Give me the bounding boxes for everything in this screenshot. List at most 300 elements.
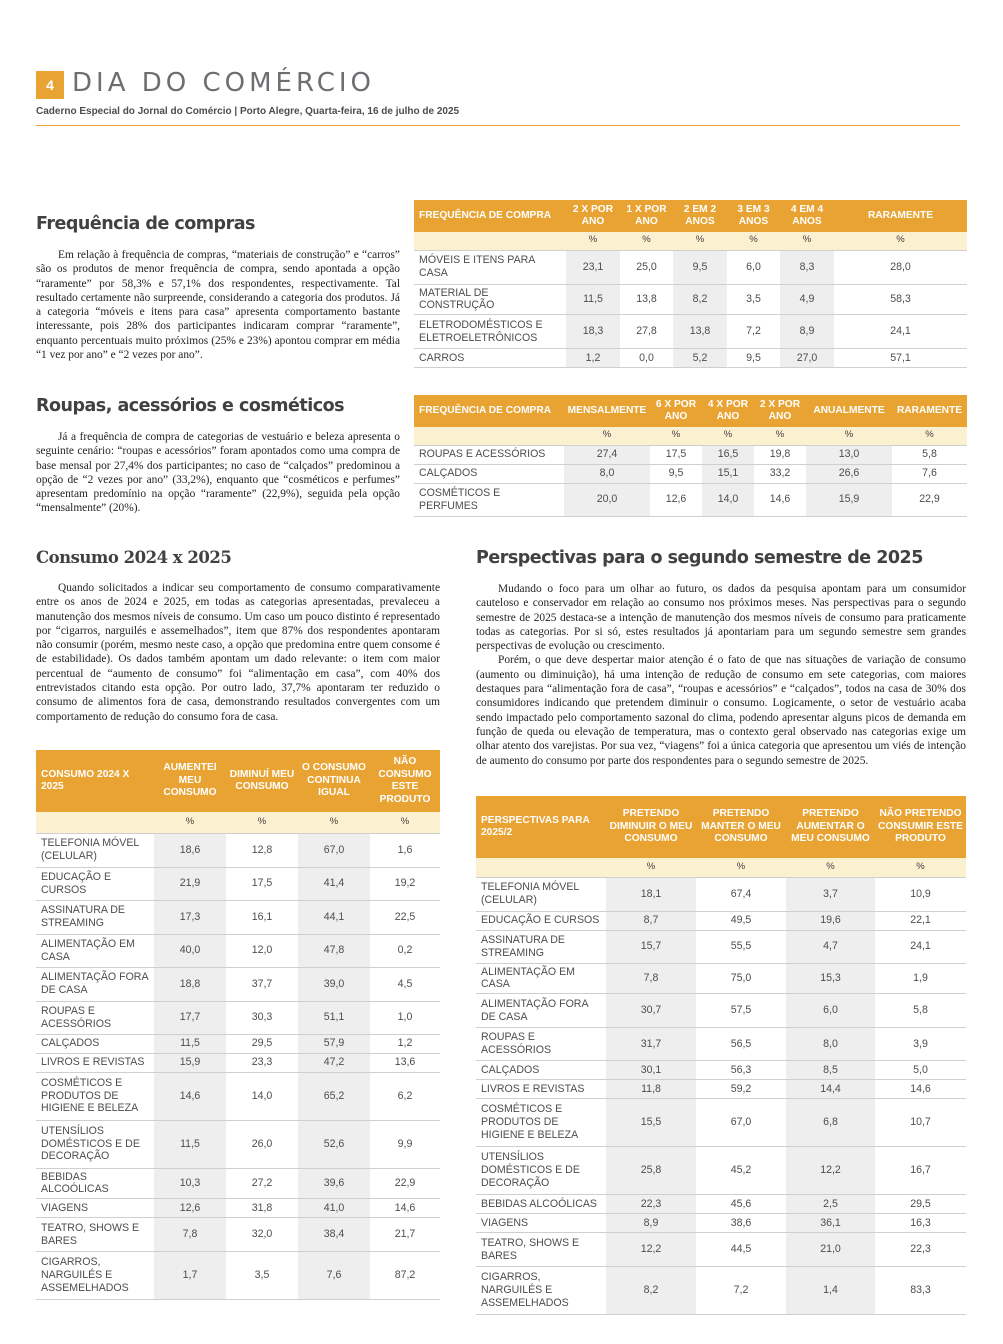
column-header: 6 X POR ANO xyxy=(650,395,702,427)
value-cell: 4,9 xyxy=(780,284,834,315)
value-cell: 12,2 xyxy=(786,1147,875,1195)
value-cell: 7,8 xyxy=(154,1218,226,1252)
value-cell: 59,2 xyxy=(696,1080,786,1099)
value-cell: 18,3 xyxy=(566,315,620,349)
value-cell: 15,5 xyxy=(606,1099,696,1147)
column-header: CONSUMO 2024 X 2025 xyxy=(36,750,154,812)
value-cell: 23,3 xyxy=(226,1053,298,1072)
column-header: PERSPECTIVAS PARA 2025/2 xyxy=(476,796,606,858)
column-header: 2 X POR ANO xyxy=(754,395,806,427)
row-label: CALÇADOS xyxy=(36,1034,154,1053)
value-cell: 22,5 xyxy=(370,900,440,934)
value-cell: 2,5 xyxy=(786,1195,875,1214)
value-cell: 6,2 xyxy=(370,1072,440,1120)
table-row xyxy=(476,1147,966,1195)
value-cell: 17,3 xyxy=(154,900,226,934)
table-perspectivas xyxy=(476,796,966,1315)
value-cell: 9,5 xyxy=(727,349,780,368)
value-cell: 57,1 xyxy=(834,349,967,368)
row-label: VIAGENS xyxy=(476,1214,606,1233)
value-cell: 29,5 xyxy=(875,1195,966,1214)
row-label: CIGARROS, NARGUILÉS E ASSEMELHADOS xyxy=(476,1267,606,1315)
column-header: 4 EM 4 ANOS xyxy=(780,200,834,232)
value-cell: 14,6 xyxy=(875,1080,966,1099)
table-row xyxy=(36,1199,440,1218)
table-roupas xyxy=(414,395,967,517)
row-label: ROUPAS E ACESSÓRIOS xyxy=(36,1001,154,1034)
table-row xyxy=(414,445,967,464)
table-row xyxy=(476,1099,966,1147)
paragraph: Quando solicitados a indicar seu comportamento de consumo comparativamente entre os anos de 2024 e 2025, em todas as categorias apresentadas, prevaleceu a manutenção dos mesmos níveis de consumo. Um caso um pouco distinto é representado por “cigarros, narguilés e assemelhados”, item que 87% dos respondentes apontaram não consumir (porém, mesmo neste caso, a opção que predomina entre quem consome é de estabilidade). Os dados também apontam um dado relevante: o item com maior percentual de “aumento de consumo” foi “alimentação em casa”, com 40% dos entrevistados citando esta opção. Por outro lado, 37,7% apontaram ter reduzido o consumo de alimentos fora de casa, demonstrando resultados convergentes com um comportamento de redução do consumo fora de casa. xyxy=(36,582,440,723)
row-label: CARROS xyxy=(414,349,566,368)
table-row xyxy=(476,963,966,994)
value-cell: 16,3 xyxy=(875,1214,966,1233)
value-cell: 14,0 xyxy=(702,483,754,516)
value-cell: 21,0 xyxy=(786,1233,875,1267)
value-cell: 15,1 xyxy=(702,464,754,483)
unit-cell: % xyxy=(892,427,967,445)
value-cell: 15,3 xyxy=(786,963,875,994)
column-header: PRETENDO DIMINUIR O MEU CONSUMO xyxy=(606,796,696,858)
value-cell: 16,1 xyxy=(226,900,298,934)
value-cell: 17,7 xyxy=(154,1001,226,1034)
section-title: Roupas, acessórios e cosméticos xyxy=(36,396,345,416)
value-cell: 6,0 xyxy=(727,250,780,284)
row-label: TELEFONIA MÓVEL (CELULAR) xyxy=(36,833,154,867)
value-cell: 1,2 xyxy=(566,349,620,368)
table-row xyxy=(476,930,966,963)
row-label: ROUPAS E ACESSÓRIOS xyxy=(476,1028,606,1061)
section-body xyxy=(36,430,400,516)
unit-cell: % xyxy=(727,232,780,250)
unit-cell: % xyxy=(370,812,440,833)
value-cell: 9,5 xyxy=(650,464,702,483)
value-cell: 12,6 xyxy=(154,1199,226,1218)
value-cell: 1,9 xyxy=(875,963,966,994)
table-header-row xyxy=(414,200,967,232)
table-row xyxy=(414,250,967,284)
table-row xyxy=(476,1028,966,1061)
unit-cell xyxy=(36,812,154,833)
value-cell: 36,1 xyxy=(786,1214,875,1233)
unit-cell: % xyxy=(786,858,875,877)
table-row xyxy=(414,464,967,483)
row-label: UTENSÍLIOS DOMÉSTICOS E DE DECORAÇÃO xyxy=(476,1147,606,1195)
value-cell: 7,2 xyxy=(727,315,780,349)
section-consumo xyxy=(36,548,440,724)
unit-cell: % xyxy=(620,232,673,250)
table-row xyxy=(36,934,440,967)
value-cell: 3,7 xyxy=(786,877,875,911)
value-cell: 33,2 xyxy=(754,464,806,483)
table-row xyxy=(36,1034,440,1053)
table-row xyxy=(476,911,966,930)
value-cell: 56,3 xyxy=(696,1061,786,1080)
value-cell: 83,3 xyxy=(875,1267,966,1315)
unit-cell: % xyxy=(696,858,786,877)
value-cell: 13,8 xyxy=(673,315,727,349)
value-cell: 3,5 xyxy=(727,284,780,315)
value-cell: 26,0 xyxy=(226,1120,298,1168)
table-row xyxy=(36,900,440,934)
unit-cell: % xyxy=(566,232,620,250)
row-label: TEATRO, SHOWS E BARES xyxy=(36,1218,154,1252)
table-row xyxy=(476,1233,966,1267)
row-label: LIVROS E REVISTAS xyxy=(476,1080,606,1099)
value-cell: 29,5 xyxy=(226,1034,298,1053)
value-cell: 3,9 xyxy=(875,1028,966,1061)
table-row xyxy=(476,1267,966,1315)
unit-cell: % xyxy=(650,427,702,445)
table-row xyxy=(476,1214,966,1233)
value-cell: 1,4 xyxy=(786,1267,875,1315)
value-cell: 30,1 xyxy=(606,1061,696,1080)
value-cell: 57,9 xyxy=(298,1034,370,1053)
value-cell: 15,9 xyxy=(154,1053,226,1072)
table-row xyxy=(36,1168,440,1199)
value-cell: 41,4 xyxy=(298,867,370,900)
unit-cell xyxy=(414,232,566,250)
value-cell: 18,6 xyxy=(154,833,226,867)
value-cell: 11,5 xyxy=(154,1034,226,1053)
column-header: FREQUÊNCIA DE COMPRA xyxy=(414,395,564,427)
section-body xyxy=(476,582,966,768)
value-cell: 1,6 xyxy=(370,833,440,867)
value-cell: 7,6 xyxy=(892,464,967,483)
value-cell: 10,7 xyxy=(875,1099,966,1147)
value-cell: 17,5 xyxy=(650,445,702,464)
page-title: DIA DO COMÉRCIO xyxy=(72,68,376,98)
value-cell: 7,2 xyxy=(696,1267,786,1315)
value-cell: 19,8 xyxy=(754,445,806,464)
column-header: RARAMENTE xyxy=(892,395,967,427)
section-title: Frequência de compras xyxy=(36,214,255,234)
value-cell: 18,8 xyxy=(154,967,226,1001)
value-cell: 14,6 xyxy=(370,1199,440,1218)
value-cell: 11,5 xyxy=(566,284,620,315)
header-divider xyxy=(36,125,960,126)
value-cell: 45,6 xyxy=(696,1195,786,1214)
value-cell: 7,6 xyxy=(298,1252,370,1300)
row-label: VIAGENS xyxy=(36,1199,154,1218)
value-cell: 44,1 xyxy=(298,900,370,934)
table-row xyxy=(476,1061,966,1080)
value-cell: 22,9 xyxy=(370,1168,440,1199)
value-cell: 0,0 xyxy=(620,349,673,368)
table-row xyxy=(36,967,440,1001)
value-cell: 8,2 xyxy=(673,284,727,315)
column-header: 2 X POR ANO xyxy=(566,200,620,232)
row-label: TELEFONIA MÓVEL (CELULAR) xyxy=(476,877,606,911)
row-label: ALIMENTAÇÃO FORA DE CASA xyxy=(476,994,606,1028)
row-label: EDUCAÇÃO E CURSOS xyxy=(476,911,606,930)
value-cell: 25,0 xyxy=(620,250,673,284)
value-cell: 14,4 xyxy=(786,1080,875,1099)
value-cell: 52,6 xyxy=(298,1120,370,1168)
value-cell: 11,5 xyxy=(154,1120,226,1168)
unit-cell xyxy=(476,858,606,877)
value-cell: 27,2 xyxy=(226,1168,298,1199)
value-cell: 31,8 xyxy=(226,1199,298,1218)
value-cell: 8,0 xyxy=(564,464,650,483)
value-cell: 0,2 xyxy=(370,934,440,967)
value-cell: 5,8 xyxy=(875,994,966,1028)
column-header: NÃO PRETENDO CONSUMIR ESTE PRODUTO xyxy=(875,796,966,858)
value-cell: 19,6 xyxy=(786,911,875,930)
row-label: MÓVEIS E ITENS PARA CASA xyxy=(414,250,566,284)
value-cell: 12,6 xyxy=(650,483,702,516)
unit-cell: % xyxy=(673,232,727,250)
value-cell: 12,2 xyxy=(606,1233,696,1267)
section-title: Perspectivas para o segundo semestre de 2025 xyxy=(476,548,923,568)
value-cell: 14,6 xyxy=(754,483,806,516)
table-header-row xyxy=(36,750,440,812)
value-cell: 67,0 xyxy=(696,1099,786,1147)
value-cell: 87,2 xyxy=(370,1252,440,1300)
value-cell: 45,2 xyxy=(696,1147,786,1195)
value-cell: 6,8 xyxy=(786,1099,875,1147)
unit-cell: % xyxy=(754,427,806,445)
table-frequencia xyxy=(414,200,967,368)
value-cell: 8,9 xyxy=(606,1214,696,1233)
value-cell: 13,6 xyxy=(370,1053,440,1072)
table-row xyxy=(476,1080,966,1099)
value-cell: 8,7 xyxy=(606,911,696,930)
value-cell: 27,4 xyxy=(564,445,650,464)
value-cell: 55,5 xyxy=(696,930,786,963)
unit-cell: % xyxy=(875,858,966,877)
column-header: FREQUÊNCIA DE COMPRA xyxy=(414,200,566,232)
column-header: ANUALMENTE xyxy=(806,395,892,427)
column-header: PRETENDO AUMENTAR O MEU CONSUMO xyxy=(786,796,875,858)
table-row xyxy=(414,483,967,516)
row-label: BEBIDAS ALCOÓLICAS xyxy=(36,1168,154,1199)
row-label: MATERIAL DE CONSTRUÇÃO xyxy=(414,284,566,315)
column-header: RARAMENTE xyxy=(834,200,967,232)
value-cell: 15,9 xyxy=(806,483,892,516)
value-cell: 12,0 xyxy=(226,934,298,967)
value-cell: 21,7 xyxy=(370,1218,440,1252)
table-row xyxy=(36,1072,440,1120)
value-cell: 22,3 xyxy=(875,1233,966,1267)
table-row xyxy=(36,1252,440,1300)
row-label: ROUPAS E ACESSÓRIOS xyxy=(414,445,564,464)
value-cell: 10,3 xyxy=(154,1168,226,1199)
value-cell: 31,7 xyxy=(606,1028,696,1061)
table-row xyxy=(36,1120,440,1168)
unit-cell xyxy=(414,427,564,445)
column-header: NÃO CONSUMO ESTE PRODUTO xyxy=(370,750,440,812)
column-header: AUMENTEI MEU CONSUMO xyxy=(154,750,226,812)
value-cell: 8,0 xyxy=(786,1028,875,1061)
value-cell: 6,0 xyxy=(786,994,875,1028)
value-cell: 8,3 xyxy=(780,250,834,284)
value-cell: 40,0 xyxy=(154,934,226,967)
value-cell: 22,9 xyxy=(892,483,967,516)
value-cell: 3,5 xyxy=(226,1252,298,1300)
value-cell: 7,8 xyxy=(606,963,696,994)
value-cell: 20,0 xyxy=(564,483,650,516)
row-label: LIVROS E REVISTAS xyxy=(36,1053,154,1072)
value-cell: 24,1 xyxy=(834,315,967,349)
table-row xyxy=(476,1195,966,1214)
value-cell: 30,3 xyxy=(226,1001,298,1034)
value-cell: 5,8 xyxy=(892,445,967,464)
row-label: CALÇADOS xyxy=(476,1061,606,1080)
column-header: MENSALMENTE xyxy=(564,395,650,427)
row-label: ALIMENTAÇÃO EM CASA xyxy=(36,934,154,967)
value-cell: 49,5 xyxy=(696,911,786,930)
unit-cell: % xyxy=(564,427,650,445)
table-header-row xyxy=(414,395,967,427)
section-body xyxy=(36,581,440,724)
value-cell: 14,6 xyxy=(154,1072,226,1120)
unit-cell: % xyxy=(226,812,298,833)
value-cell: 67,0 xyxy=(298,833,370,867)
column-header: 1 X POR ANO xyxy=(620,200,673,232)
paragraph: Porém, o que deve despertar maior atenção é o fato de que nas situações de variação de consumo (aumento ou diminuição), há uma intenção de redução de consumo em sete categorias, com maiores destaques para “alimentação fora de casa”, “roupas e acessórios” e “calçados”, todos na casa de 30% dos consumidores indicando que pretendem diminuir o consumo. Logicamente, o setor de vestuário acaba sendo impactado pelo comportamento sazonal do clima, podendo apresentar alguns picos de demanda em função de queda ou elevação de temperatura, mas o contexto geral observado nas categorias exige um olhar atento dos varejistas. Por sua vez, “viagens” foi a única categoria que apresentou um viés de intenção de aumento do consumo por parte dos respondentes para o segundo semestre de 2025. xyxy=(476,654,966,767)
value-cell: 13,8 xyxy=(620,284,673,315)
value-cell: 9,5 xyxy=(673,250,727,284)
unit-cell: % xyxy=(834,232,967,250)
unit-cell: % xyxy=(154,812,226,833)
value-cell: 18,1 xyxy=(606,877,696,911)
value-cell: 27,0 xyxy=(780,349,834,368)
section-perspectivas xyxy=(476,548,966,768)
value-cell: 19,2 xyxy=(370,867,440,900)
value-cell: 57,5 xyxy=(696,994,786,1028)
paragraph: Já a frequência de compra de categorias de vestuário e beleza apresenta o seguinte cenário: “roupas e acessórios” foram apontados como uma compra de base mensal por 27,4% dos participantes; no caso de “calçados” predominou a opção de “2 vezes por ano” (33,2%), enquanto que “cosméticos e perfumes” apresentam predomínio na opção “raramente” (22,9%), seguida pela opção “mensalmente” (20%). xyxy=(36,431,400,515)
value-cell: 47,2 xyxy=(298,1053,370,1072)
value-cell: 23,1 xyxy=(566,250,620,284)
unit-cell: % xyxy=(702,427,754,445)
units-row xyxy=(414,232,967,250)
value-cell: 27,8 xyxy=(620,315,673,349)
value-cell: 67,4 xyxy=(696,877,786,911)
row-label: COSMÉTICOS E PRODUTOS DE HIGIENE E BELEZA xyxy=(36,1072,154,1120)
table-consumo xyxy=(36,750,440,1300)
value-cell: 37,7 xyxy=(226,967,298,1001)
table-row xyxy=(36,833,440,867)
row-label: ALIMENTAÇÃO FORA DE CASA xyxy=(36,967,154,1001)
value-cell: 56,5 xyxy=(696,1028,786,1061)
value-cell: 47,8 xyxy=(298,934,370,967)
value-cell: 9,9 xyxy=(370,1120,440,1168)
value-cell: 21,9 xyxy=(154,867,226,900)
value-cell: 32,0 xyxy=(226,1218,298,1252)
row-label: COSMÉTICOS E PRODUTOS DE HIGIENE E BELEZA xyxy=(476,1099,606,1147)
paragraph: Em relação à frequência de compras, “materiais de construção” e “carros” são os produtos de menor frequência de compra, sendo apontada a opção “raramente” por 58,3% e 57,1% dos respondentes, respectivamente. Tal resultado certamente não surpreende, considerando a categoria dos produtos. Já a categoria “móveis e itens para casa” apresenta comportamento bastante interessante, pois 28% dos participantes indicaram comprar “raramente”, enquanto percentuais muito próximos (25% e 23%) apontou comprar em média “1 vez por ano” e “2 vezes por ano”. xyxy=(36,249,400,362)
value-cell: 16,7 xyxy=(875,1147,966,1195)
column-header: 2 EM 2 ANOS xyxy=(673,200,727,232)
column-header: PRETENDO MANTER O MEU CONSUMO xyxy=(696,796,786,858)
table-row xyxy=(476,877,966,911)
row-label: ASSINATURA DE STREAMING xyxy=(476,930,606,963)
value-cell: 8,2 xyxy=(606,1267,696,1315)
value-cell: 22,1 xyxy=(875,911,966,930)
value-cell: 28,0 xyxy=(834,250,967,284)
value-cell: 51,1 xyxy=(298,1001,370,1034)
value-cell: 22,3 xyxy=(606,1195,696,1214)
value-cell: 11,8 xyxy=(606,1080,696,1099)
value-cell: 15,7 xyxy=(606,930,696,963)
page-subtitle: Caderno Especial do Jornal do Comércio | Porto Alegre, Quarta-feira, 16 de julho de 2025 xyxy=(36,106,460,117)
value-cell: 30,7 xyxy=(606,994,696,1028)
unit-cell: % xyxy=(606,858,696,877)
value-cell: 24,1 xyxy=(875,930,966,963)
paragraph: Mudando o foco para um olhar ao futuro, os dados da pesquisa apontam para um consumidor cauteloso e conservador em relação ao consumo nos próximos meses. Nas perspectivas para o segundo semestre de 2025 destaca-se a intenção de manutenção dos mesmos níveis de consumo para praticamente todas as categorias. Por si só, estes resultados já apontariam para um segundo semestre sem grandes perspectivas de evolução ou crescimento. xyxy=(476,583,966,653)
row-label: BEBIDAS ALCOÓLICAS xyxy=(476,1195,606,1214)
row-label: CALÇADOS xyxy=(414,464,564,483)
table-row xyxy=(414,349,967,368)
value-cell: 41,0 xyxy=(298,1199,370,1218)
value-cell: 38,6 xyxy=(696,1214,786,1233)
unit-cell: % xyxy=(806,427,892,445)
table-row xyxy=(414,315,967,349)
units-row xyxy=(36,812,440,833)
unit-cell: % xyxy=(780,232,834,250)
table-header-row xyxy=(476,796,966,858)
value-cell: 12,8 xyxy=(226,833,298,867)
row-label: ASSINATURA DE STREAMING xyxy=(36,900,154,934)
value-cell: 17,5 xyxy=(226,867,298,900)
value-cell: 13,0 xyxy=(806,445,892,464)
units-row xyxy=(414,427,967,445)
row-label: ELETRODOMÉSTICOS E ELETROELETRÔNICOS xyxy=(414,315,566,349)
section-body xyxy=(36,248,400,362)
value-cell: 8,5 xyxy=(786,1061,875,1080)
table-row xyxy=(36,867,440,900)
value-cell: 65,2 xyxy=(298,1072,370,1120)
table-row xyxy=(36,1001,440,1034)
row-label: UTENSÍLIOS DOMÉSTICOS E DE DECORAÇÃO xyxy=(36,1120,154,1168)
value-cell: 8,9 xyxy=(780,315,834,349)
value-cell: 44,5 xyxy=(696,1233,786,1267)
table-row xyxy=(36,1053,440,1072)
column-header: DIMINUÍ MEU CONSUMO xyxy=(226,750,298,812)
value-cell: 10,9 xyxy=(875,877,966,911)
value-cell: 1,7 xyxy=(154,1252,226,1300)
unit-cell: % xyxy=(298,812,370,833)
value-cell: 38,4 xyxy=(298,1218,370,1252)
table-row xyxy=(36,1218,440,1252)
column-header: O CONSUMO CONTINUA IGUAL xyxy=(298,750,370,812)
value-cell: 1,2 xyxy=(370,1034,440,1053)
value-cell: 26,6 xyxy=(806,464,892,483)
table-row xyxy=(414,284,967,315)
column-header: 4 X POR ANO xyxy=(702,395,754,427)
page-number: 4 xyxy=(36,71,64,99)
section-roupas xyxy=(36,396,400,516)
column-header: 3 EM 3 ANOS xyxy=(727,200,780,232)
value-cell: 58,3 xyxy=(834,284,967,315)
row-label: CIGARROS, NARGUILÉS E ASSEMELHADOS xyxy=(36,1252,154,1300)
row-label: ALIMENTAÇÃO EM CASA xyxy=(476,963,606,994)
row-label: EDUCAÇÃO E CURSOS xyxy=(36,867,154,900)
value-cell: 25,8 xyxy=(606,1147,696,1195)
value-cell: 1,0 xyxy=(370,1001,440,1034)
value-cell: 4,5 xyxy=(370,967,440,1001)
value-cell: 4,7 xyxy=(786,930,875,963)
value-cell: 39,6 xyxy=(298,1168,370,1199)
value-cell: 5,0 xyxy=(875,1061,966,1080)
value-cell: 39,0 xyxy=(298,967,370,1001)
value-cell: 75,0 xyxy=(696,963,786,994)
value-cell: 5,2 xyxy=(673,349,727,368)
section-frequencia xyxy=(36,214,400,362)
row-label: TEATRO, SHOWS E BARES xyxy=(476,1233,606,1267)
section-title: Consumo 2024 x 2025 xyxy=(36,548,232,567)
